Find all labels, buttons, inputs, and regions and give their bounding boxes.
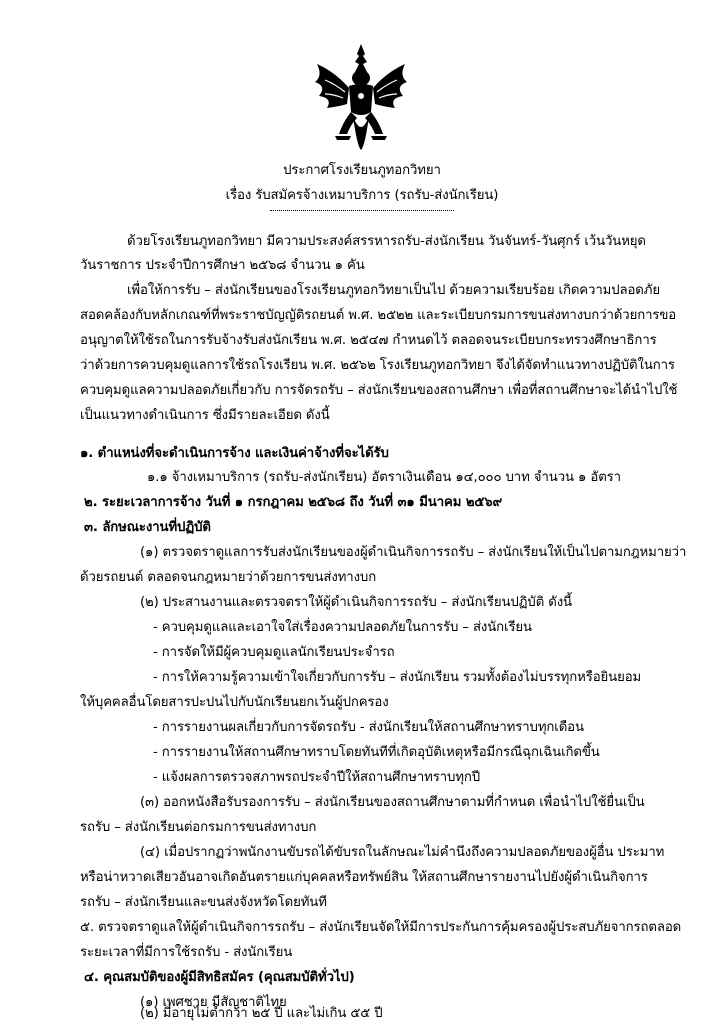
section-heading: ๓. ลักษณะงานที่ปฏิบัติ bbox=[84, 520, 211, 535]
section-line: (๓) ออกหนังสือรับรองการรับ – ส่งนักเรียนของสถานศึกษาตามที่กำหนด เพื่อนำไปใช้ยื่นเป็น bbox=[140, 795, 645, 810]
section-heading: ๑. ตำแหน่งที่จะดำเนินการจ้าง และเงินค่าจ้างที่จะได้รับ bbox=[80, 446, 389, 461]
announcement-subject: เรื่อง รับสมัครจ้างเหมาบริการ (รถรับ-ส่งนักเรียน) bbox=[225, 188, 499, 203]
section-line: รถรับ – ส่งนักเรียนต่อกรมการขนส่งทางบก bbox=[80, 820, 317, 835]
intro-line: อนุญาตให้ใช้รถในการรับจ้างรับส่งนักเรียน พ.ศ. ๒๕๔๗ กำหนดไว้ ตลอดจนระเบียบกระทรวงศึกษาธิการ bbox=[80, 333, 657, 348]
intro-line: ด้วยโรงเรียนภูทอกวิทยา มีความประสงค์สรรหารถรับ-ส่งนักเรียน วันจันทร์-วันศุกร์ เว้นวันหยุด bbox=[127, 234, 646, 249]
intro-line: สอดคล้องกับหลักเกณฑ์ที่พระราชบัญญัติรถยนต์ พ.ศ. ๒๕๒๒ และระเบียบกรมการขนส่งทางบกว่าด้วยการขอ bbox=[80, 308, 677, 323]
bullet-item: - ควบคุมดูแลและเอาใจใส่เรื่องความปลอดภัยในการรับ – ส่งนักเรียน bbox=[153, 620, 532, 635]
bullet-item: - การรายงานผลเกี่ยวกับการจัดรถรับ - ส่งนักเรียนให้สถานศึกษาทราบทุกเดือน bbox=[153, 720, 584, 735]
bullet-item: - การจัดให้มีผู้ควบคุมดูแลนักเรียนประจำรถ bbox=[153, 645, 395, 660]
bullet-item: - การให้ความรู้ความเข้าใจเกี่ยวกับการรับ – ส่งนักเรียน รวมทั้งต้องไม่บรรทุกหรือยินยอม bbox=[153, 670, 642, 685]
section-line: (๑) เพศชาย มีสัญชาติไทย bbox=[140, 995, 287, 1010]
subject-divider bbox=[270, 210, 454, 211]
section-line: ๕. ตรวจตราดูแลให้ผู้ดำเนินกิจการรถรับ – ส่งนักเรียนจัดให้มีการประกันการคุ้มครองผู้ประสบภัยจากรถตลอด bbox=[80, 920, 682, 935]
intro-line: ควบคุมดูแลความปลอดภัยเกี่ยวกับ การจัดรถรับ – ส่งนักเรียนของสถานศึกษา เพื่อที่สถานศึกษาจะได้นำไปใช้ bbox=[80, 383, 678, 398]
section-line: (๒) มีอายุไม่ต่ำกว่า ๒๕ ปี และไม่เกิน ๕๕ ปี bbox=[140, 1006, 383, 1021]
section-line: หรือน่าหวาดเสียวอันอาจเกิดอันตรายแก่บุคคลหรือทรัพย์สิน ให้สถานศึกษารายงานไปยังผู้ดำเนินกิจการ bbox=[80, 870, 648, 885]
section-line: (๑) ตรวจตราดูแลการรับส่งนักเรียนของผู้ดำเนินกิจการรถรับ – ส่งนักเรียนให้เป็นไปตามกฎหมายว่า bbox=[140, 545, 687, 560]
section-line: รถรับ – ส่งนักเรียนและขนส่งจังหวัดโดยทันที bbox=[80, 895, 327, 910]
section-heading: ๔. คุณสมบัติของผู้มีสิทธิสมัคร (คุณสมบัติทั่วไป) bbox=[84, 970, 355, 985]
bullet-item: - แจ้งผลการตรวจสภาพรถประจำปีให้สถานศึกษาทราบทุกปี bbox=[153, 770, 481, 785]
section-line: ระยะเวลาที่มีการใช้รถรับ - ส่งนักเรียน bbox=[80, 945, 293, 960]
intro-line: ว่าด้วยการควบคุมดูแลการใช้รถโรงเรียน พ.ศ. ๒๕๖๒ โรงเรียนภูทอกวิทยา จึงได้จัดทำแนวทางปฏิบัติในการ bbox=[80, 358, 675, 373]
intro-line: เป็นแนวทางดำเนินการ ซึ่งมีรายละเอียด ดังนี้ bbox=[80, 408, 330, 423]
announcement-title: ประกาศโรงเรียนภูทอกวิทยา bbox=[283, 163, 441, 178]
bullet-item: ให้บุคคลอื่นโดยสารปะปนไปกับนักเรียนยกเว้นผู้ปกครอง bbox=[80, 695, 389, 710]
section-line: ๑.๑ จ้างเหมาบริการ (รถรับ-ส่งนักเรียน) อัตราเงินเดือน ๑๔,๐๐๐ บาท จำนวน ๑ อัตรา bbox=[147, 470, 621, 485]
section-line: (๔) เมื่อปรากฏว่าพนักงานขับรถได้ขับรถในลักษณะไม่คำนึงถึงความปลอดภัยของผู้อื่น ประมาท bbox=[140, 845, 665, 860]
garuda-emblem-icon bbox=[305, 42, 417, 154]
intro-line: วันราชการ ประจำปีการศึกษา ๒๕๖๘ จำนวน ๑ คัน bbox=[80, 258, 365, 273]
bullet-item: - การรายงานให้สถานศึกษาทราบโดยทันทีที่เกิดอุบัติเหตุหรือมีกรณีฉุกเฉินเกิดขึ้น bbox=[153, 745, 600, 760]
section-line: ด้วยรถยนต์ ตลอดจนกฎหมายว่าด้วยการขนส่งทางบก bbox=[80, 570, 377, 585]
section-heading: ๒. ระยะเวลาการจ้าง วันที่ ๑ กรกฎาคม ๒๕๖๘ ถึง วันที่ ๓๑ มีนาคม ๒๕๖๙ bbox=[84, 495, 503, 510]
section-line: (๒) ประสานงานและตรวจตราให้ผู้ดำเนินกิจการรถรับ – ส่งนักเรียนปฏิบัติ ดังนี้ bbox=[140, 595, 572, 610]
intro-line: เพื่อให้การรับ – ส่งนักเรียนของโรงเรียนภูทอกวิทยาเป็นไป ด้วยความเรียบร้อย เกิดความปลอดภัย bbox=[127, 283, 660, 298]
